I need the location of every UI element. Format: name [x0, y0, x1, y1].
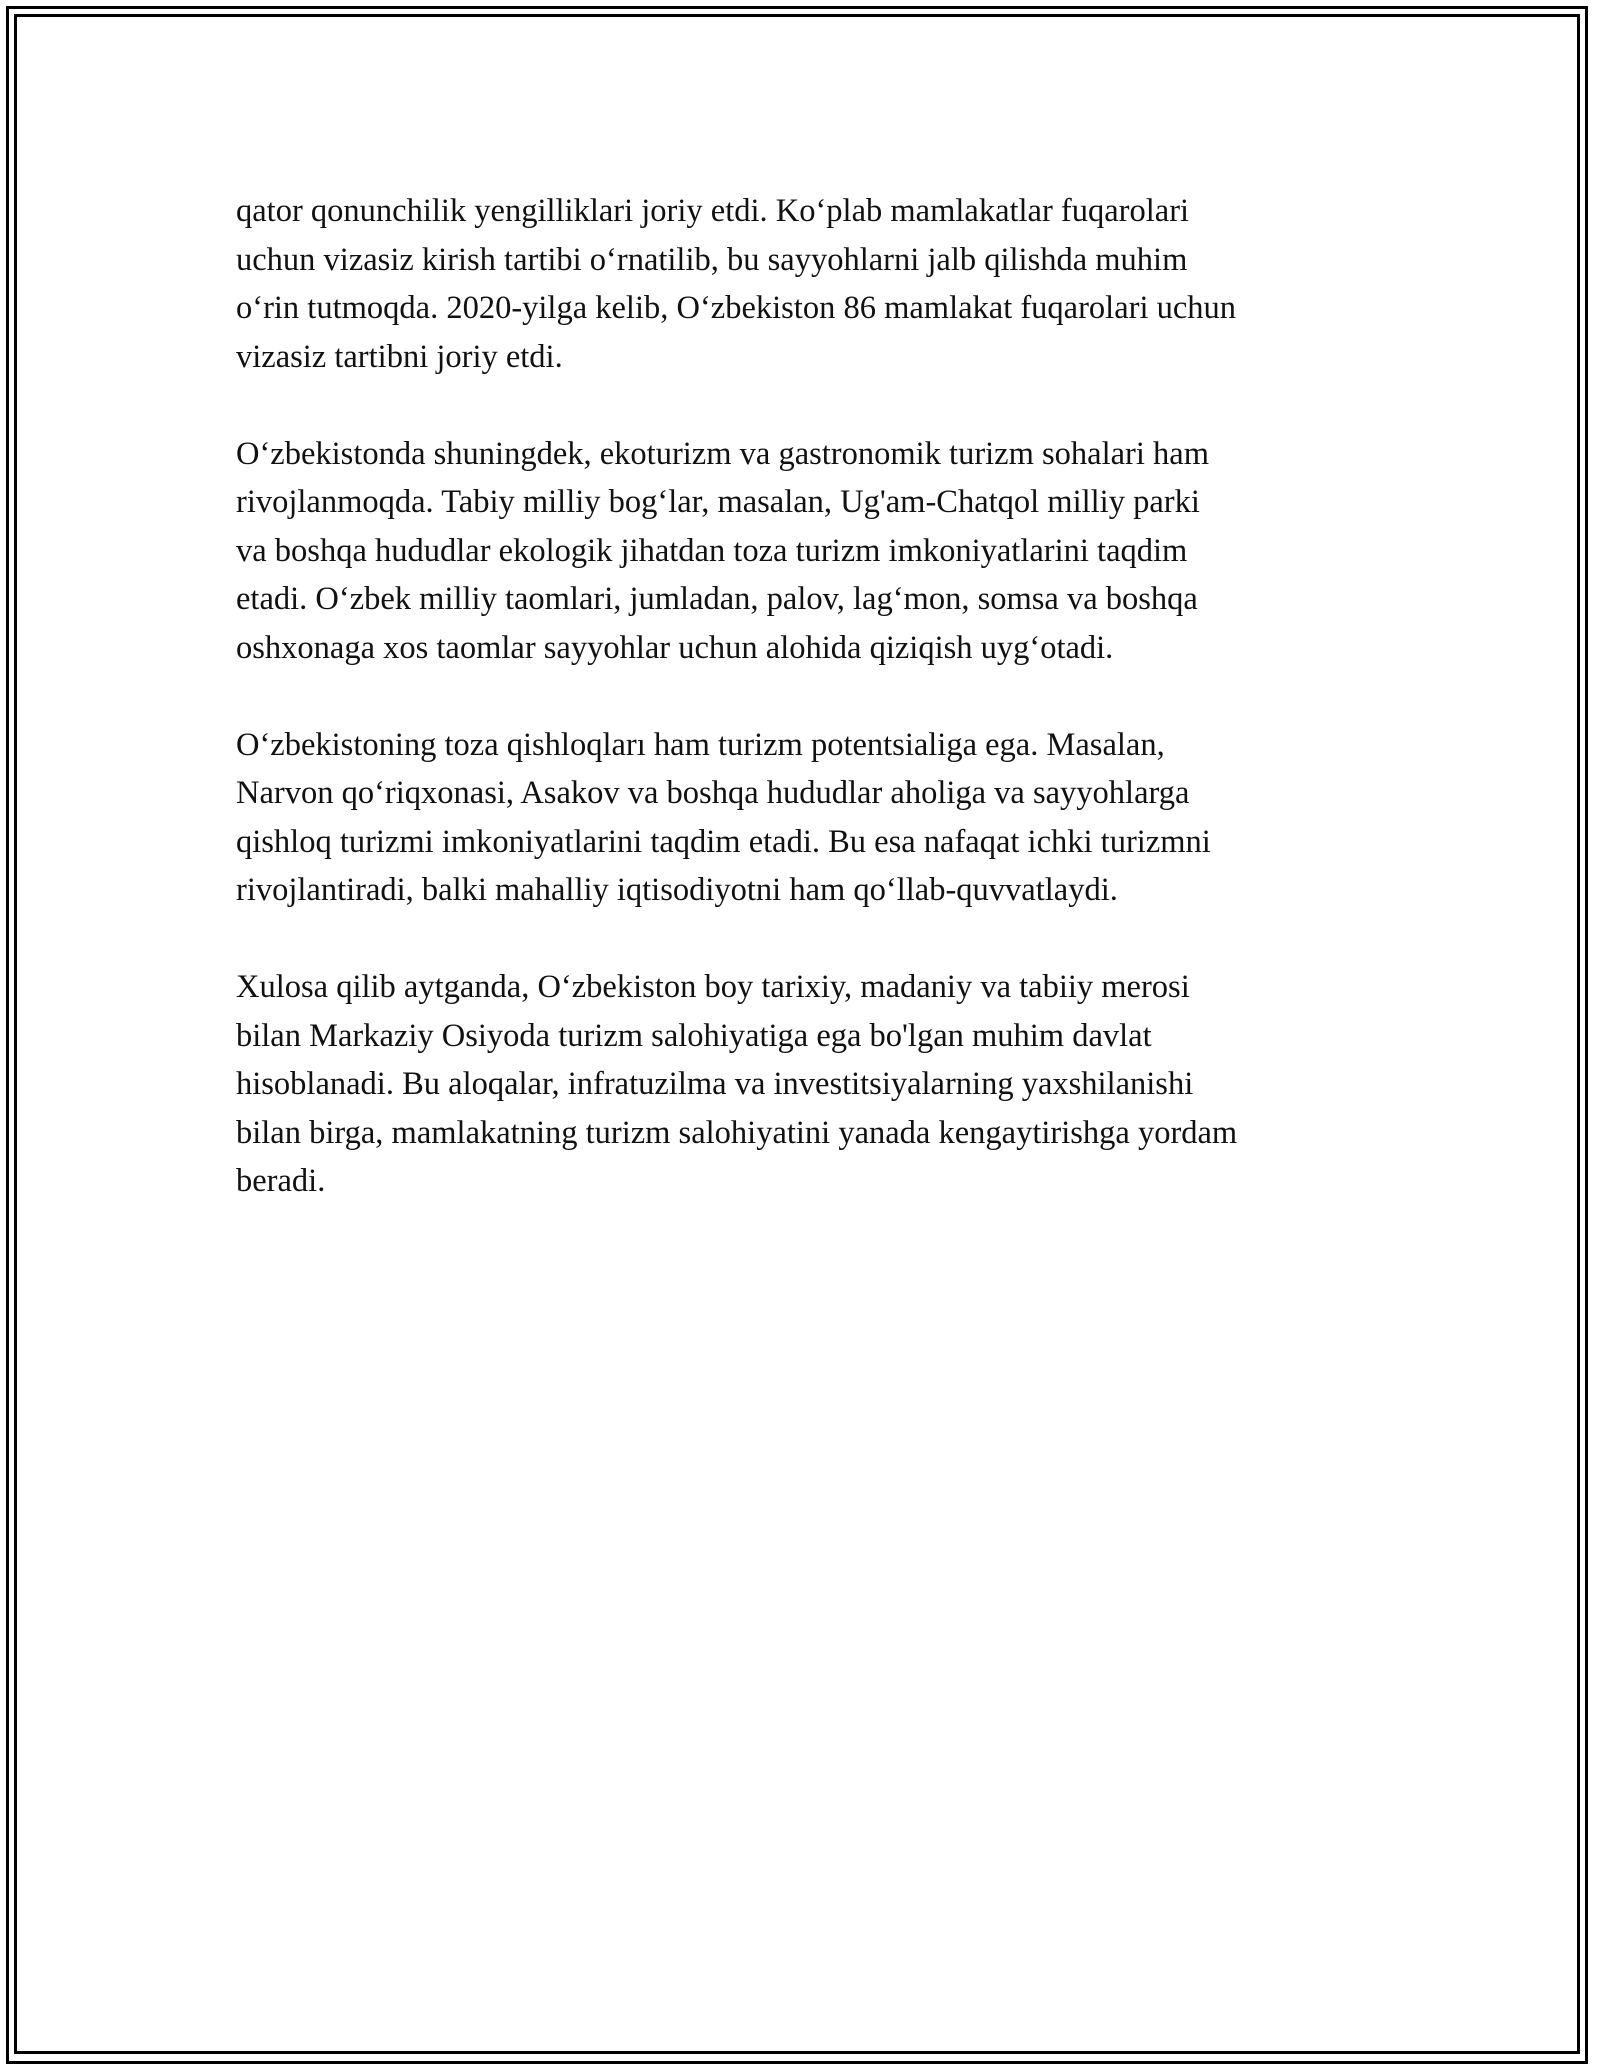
document-body: [236, 187, 1376, 1254]
text-line: Narvon qo‘riqxonasi, Asakov va boshqa hududlar aholiga va sayyohlarga: [236, 775, 1190, 811]
text-line: oshxonaga xos taomlar sayyohlar uchun alohida qiziqish uyg‘otadi.: [236, 629, 1114, 666]
text-line: rivojlanmoqda. Tabiy milliy bog‘lar, masalan, Ug'am-Chatqol milliy parki: [236, 484, 1200, 520]
paragraph-rural-tourism: [236, 721, 1376, 915]
text-line: bilan Markaziy Osiyoda turizm salohiyatiga ega bo'lgan muhim davlat: [236, 1017, 1152, 1054]
text-line: qator qonunchilik yengilliklari joriy etdi. Ko‘plab mamlakatlar fuqarolari: [236, 193, 1190, 229]
text-line: rivojlantiradi, balki mahalliy iqtisodiyotni ham qo‘llab-quvvatlaydi.: [236, 872, 1118, 908]
text-line: uchun vizasiz kirish tartibi o‘rnatilib, bu sayyohlarni jalb qilishda muhim: [236, 241, 1188, 278]
text-line: Xulosa qilib aytganda, O‘zbekiston boy tarixiy, madaniy va tabiiy merosi: [236, 969, 1190, 1005]
text-line: O‘zbekistoning toza qishloqları ham turizm potentsialiga ega. Masalan,: [236, 726, 1165, 763]
text-line: vizasiz tartibni joriy etdi.: [236, 338, 563, 375]
paragraph-visa-policy: [236, 187, 1376, 381]
text-line: o‘rin tutmoqda. 2020-yilga kelib, O‘zbekiston 86 mamlakat fuqarolari uchun: [236, 290, 1237, 326]
paragraph-conclusion: [236, 963, 1376, 1206]
text-line: hisoblanadi. Bu aloqalar, infratuzilma va investitsiyalarning yaxshilanishi: [236, 1066, 1194, 1102]
text-line: O‘zbekistonda shuningdek, ekoturizm va gastronomik turizm sohalari ham: [236, 435, 1209, 472]
text-line: beradi.: [236, 1163, 326, 1199]
text-line: bilan birga, mamlakatning turizm salohiyatini yanada kengaytirishga yordam: [236, 1114, 1238, 1151]
paragraph-ecotourism: [236, 430, 1376, 673]
text-line: etadi. O‘zbek milliy taomlari, jumladan, palov, lag‘mon, somsa va boshqa: [236, 581, 1198, 617]
text-line: va boshqa hududlar ekologik jihatdan toza turizm imkoniyatlarini taqdim: [236, 532, 1188, 569]
text-line: qishloq turizmi imkoniyatlarini taqdim etadi. Bu esa nafaqat ichki turizmni: [236, 823, 1211, 860]
